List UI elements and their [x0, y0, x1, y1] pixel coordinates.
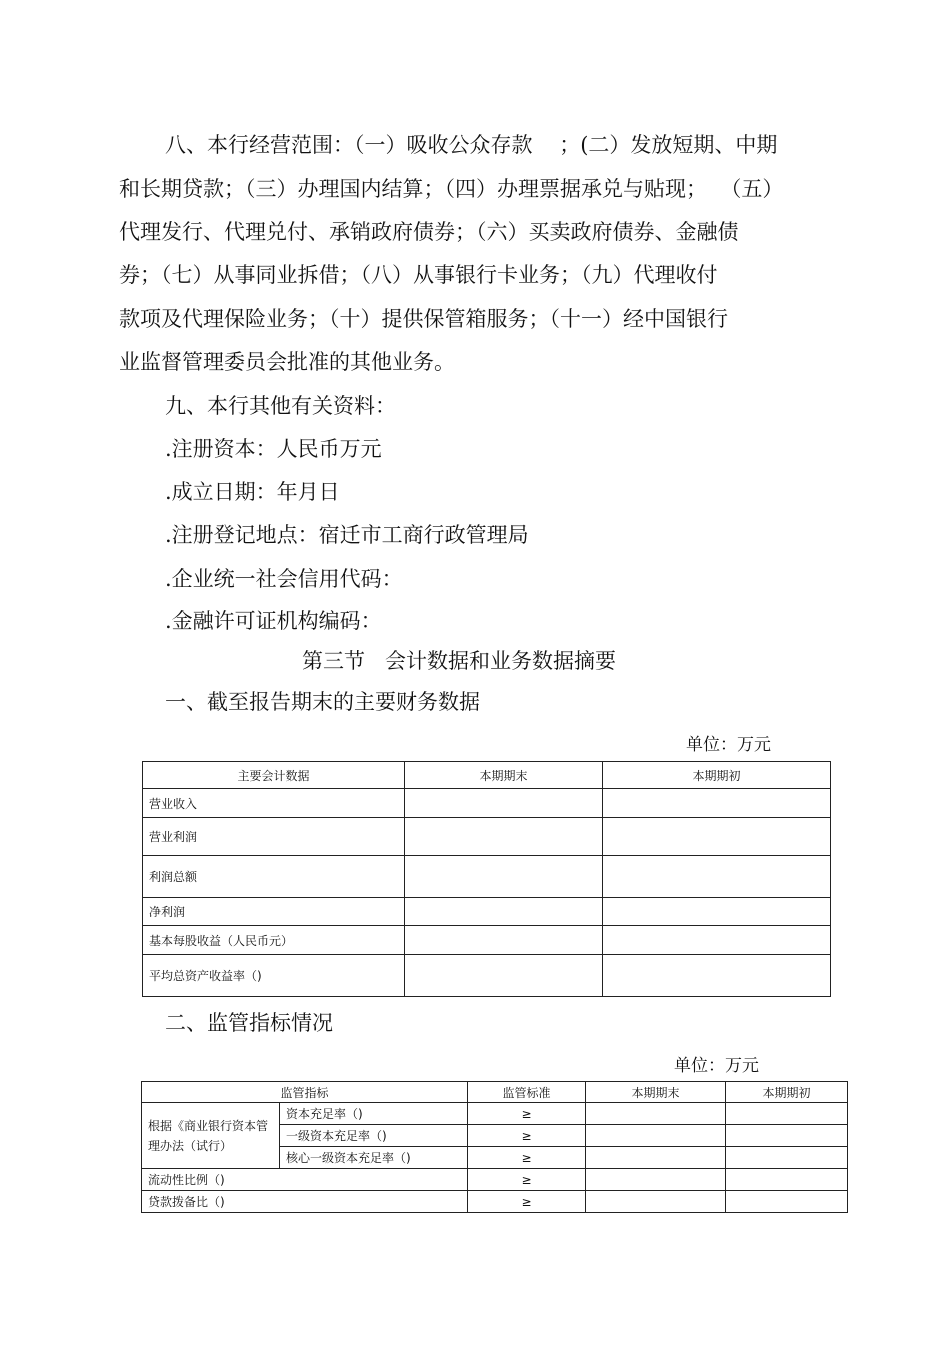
table-row — [142, 1169, 848, 1191]
column-header: 监管标准 — [468, 1082, 586, 1103]
license-code: .金融许可证机构编码： — [165, 609, 382, 633]
row-label: 营业收入 — [143, 789, 405, 818]
registered-capital: .注册资本：人民币万元 — [165, 437, 382, 461]
table-row — [143, 856, 831, 898]
column-header: 本期期初 — [726, 1082, 848, 1103]
table-row — [143, 955, 831, 997]
row-label: 平均总资产收益率（) — [143, 955, 405, 997]
indicator-name: 资本充足率（) — [280, 1103, 468, 1125]
scope-line-4: 券；（七）从事同业拆借；（八）从事银行卡业务；（九）代理收付 — [119, 263, 718, 287]
financial-data-heading: 一、截至报告期末的主要财务数据 — [165, 690, 480, 714]
scope-line-6: 业监督管理委员会批准的其他业务。 — [119, 350, 455, 374]
group-label: 根据《商业银行资本管理办法（试行） — [142, 1103, 280, 1169]
cell-value — [726, 1191, 848, 1213]
table-row — [143, 898, 831, 926]
cell-value — [586, 1147, 726, 1169]
row-label: 基本每股收益（人民币元） — [143, 926, 405, 955]
cell-value — [603, 926, 831, 955]
scope-line-1: 八、本行经营范围：（一）吸收公众存款 ；(二）发放短期、中期 — [165, 133, 778, 157]
cell-value — [586, 1103, 726, 1125]
credit-code: .企业统一社会信用代码： — [165, 567, 403, 591]
regulatory-indicator-table — [141, 1081, 848, 1213]
indicator-standard: ≥ — [468, 1125, 586, 1147]
cell-value — [603, 955, 831, 997]
indicator-name: 贷款拨备比（) — [142, 1191, 468, 1213]
cell-value — [586, 1125, 726, 1147]
financial-data-table — [142, 761, 831, 997]
establishment-date: .成立日期：年月日 — [165, 480, 340, 504]
cell-value — [603, 818, 831, 856]
indicator-standard: ≥ — [468, 1103, 586, 1125]
regulatory-heading: 二、监管指标情况 — [165, 1011, 333, 1035]
indicator-name: 一级资本充足率（) — [280, 1125, 468, 1147]
column-header: 本期期末 — [586, 1082, 726, 1103]
financial-unit-label: 单位：万元 — [686, 735, 771, 755]
regulatory-unit-label: 单位：万元 — [674, 1056, 759, 1076]
table-row — [143, 926, 831, 955]
cell-value — [726, 1125, 848, 1147]
cell-value — [405, 926, 603, 955]
table-row — [143, 818, 831, 856]
cell-value — [726, 1103, 848, 1125]
indicator-name: 核心一级资本充足率（) — [280, 1147, 468, 1169]
cell-value — [405, 856, 603, 898]
scope-line-3: 代理发行、代理兑付、承销政府债券；（六）买卖政府债券、金融债 — [119, 220, 739, 244]
scope-line-5: 款项及代理保险业务；（十）提供保管箱服务；（十一）经中国银行 — [119, 307, 728, 331]
indicator-name: 流动性比例（) — [142, 1169, 468, 1191]
column-header: 本期期末 — [405, 762, 603, 789]
registration-place: .注册登记地点：宿迁市工商行政管理局 — [165, 523, 529, 547]
cell-value — [603, 856, 831, 898]
cell-value — [405, 955, 603, 997]
cell-value — [603, 898, 831, 926]
column-header: 本期期初 — [603, 762, 831, 789]
indicator-standard: ≥ — [468, 1169, 586, 1191]
row-label: 营业利润 — [143, 818, 405, 856]
cell-value — [726, 1169, 848, 1191]
table-header-row — [143, 762, 831, 789]
column-header: 监管指标 — [142, 1082, 468, 1103]
cell-value — [726, 1147, 848, 1169]
cell-value — [405, 789, 603, 818]
table-header-row — [142, 1082, 848, 1103]
indicator-standard: ≥ — [468, 1191, 586, 1213]
cell-value — [405, 898, 603, 926]
indicator-standard: ≥ — [468, 1147, 586, 1169]
section-title: 第三节 会计数据和业务数据摘要 — [302, 649, 617, 673]
cell-value — [405, 818, 603, 856]
row-label: 净利润 — [143, 898, 405, 926]
table-row — [142, 1103, 848, 1125]
scope-line-2: 和长期贷款；（三）办理国内结算；（四）办理票据承兑与贴现； （五） — [119, 177, 784, 201]
table-row — [142, 1191, 848, 1213]
other-info-heading: 九、本行其他有关资料： — [165, 394, 396, 418]
table-row — [143, 789, 831, 818]
cell-value — [603, 789, 831, 818]
cell-value — [586, 1169, 726, 1191]
cell-value — [586, 1191, 726, 1213]
column-header: 主要会计数据 — [143, 762, 405, 789]
row-label: 利润总额 — [143, 856, 405, 898]
